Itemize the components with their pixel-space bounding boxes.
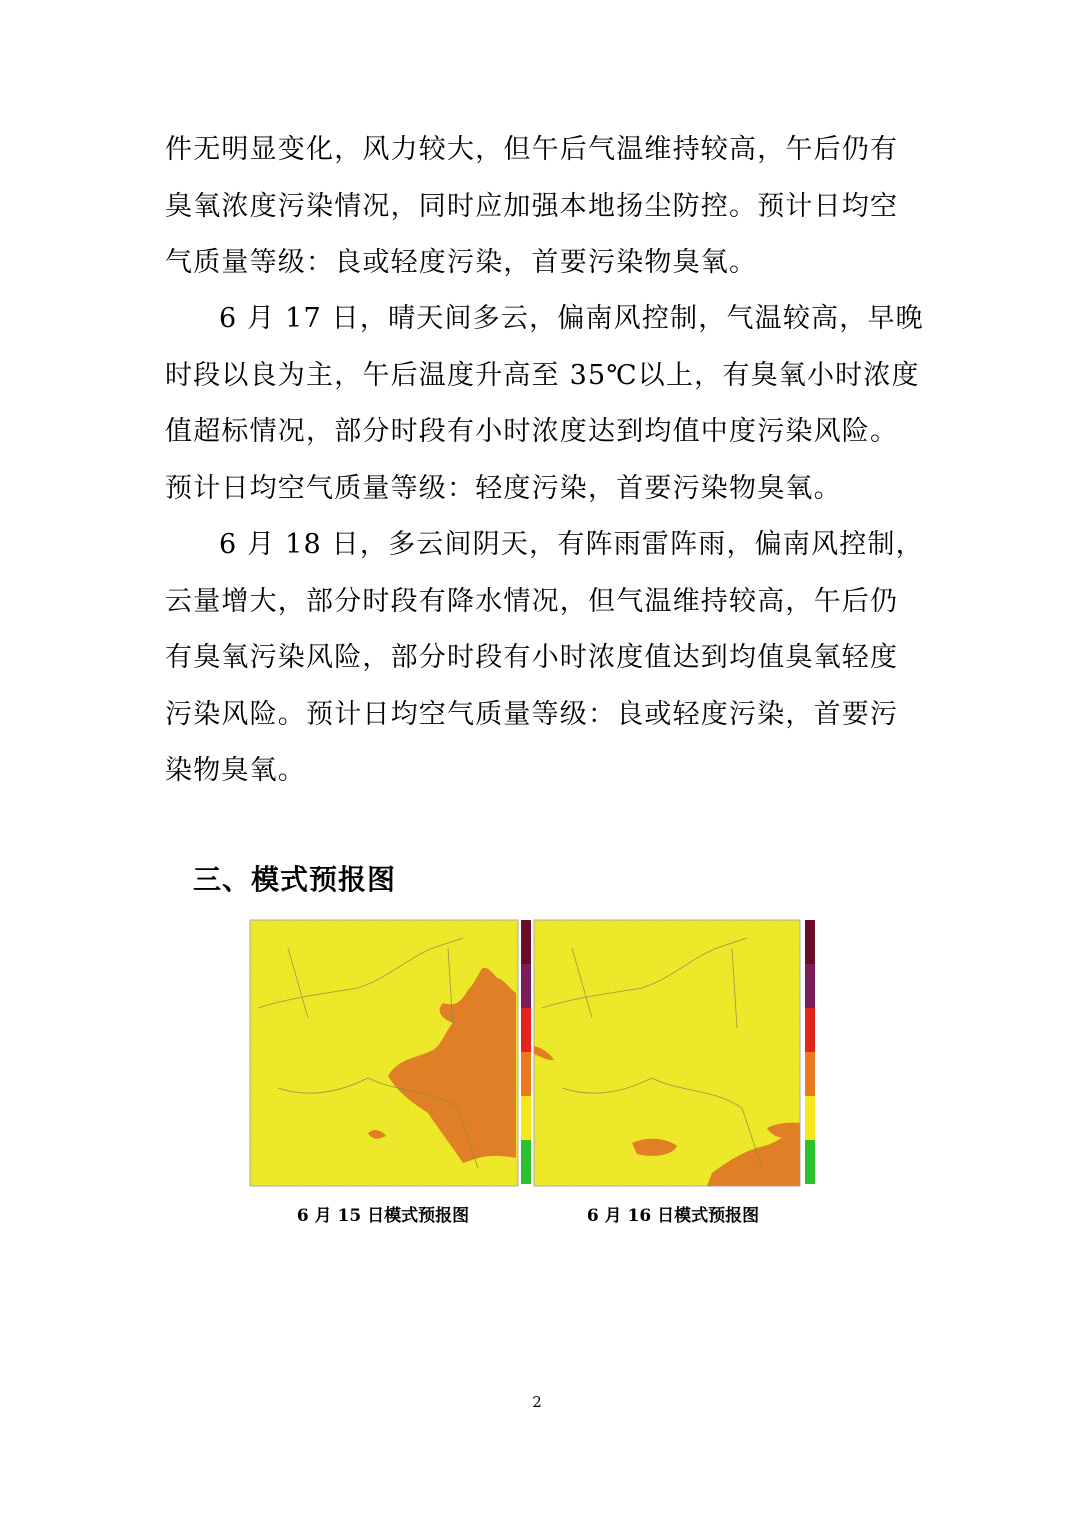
caption-june16: 6 月 16 日模式预报图 [586, 1206, 760, 1226]
forecast-map-june16-image [532, 918, 822, 1188]
paragraph-june18: 6 月 18 日，多云间阴天，有阵雨雷阵雨，偏南风控制，云量增大，部分时段有降水情况，但气温维持较高，午后仍有臭氧污染风险，部分时段有小时浓度值达到均值臭氧轻度污染风险。预计日均空气质量等级：良或轻度污染，首要污染物臭氧。 [165, 529, 924, 786]
paragraph-june16-continued: 件无明显变化，风力较大，但午后气温维持较高，午后仍有臭氧浓度污染情况，同时应加强本地扬尘防控。预计日均空气质量等级：良或轻度污染，首要污染物臭氧。 [165, 134, 899, 278]
forecast-map-june15-image [248, 918, 538, 1188]
section-heading-model-forecast: 三、模式预报图 [193, 863, 397, 896]
paragraph-june17: 6 月 17 日，晴天间多云，偏南风控制，气温较高，早晚时段以良为主，午后温度升高至 35℃以上，有臭氧小时浓度值超标情况，部分时段有小时浓度达到均值中度污染风险。预计日均空气质量等级：轻度污染，首要污染物臭氧。 [165, 303, 924, 504]
forecast-map-june16 [532, 918, 822, 1188]
forecast-map-june15 [248, 918, 538, 1188]
page-number: 2 [532, 1393, 542, 1411]
caption-june15: 6 月 15 日模式预报图 [296, 1206, 470, 1226]
